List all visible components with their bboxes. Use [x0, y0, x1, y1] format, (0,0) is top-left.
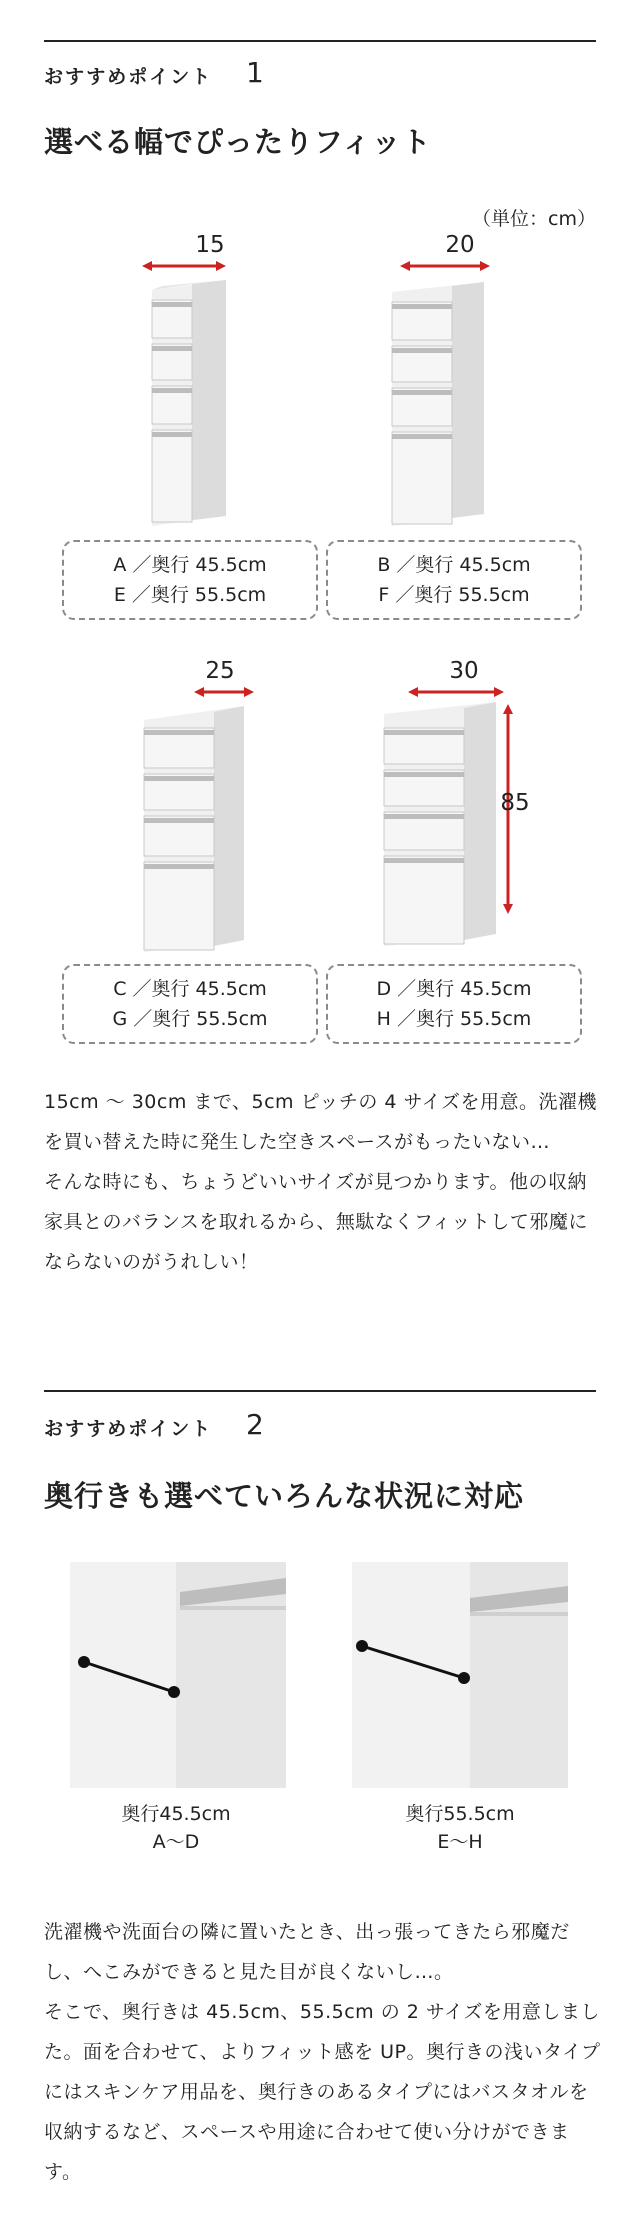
section2-top-rule	[44, 1390, 596, 1392]
unit-note: （単位：cm）	[472, 208, 596, 230]
spec-line: C ／奥行 45.5cm	[113, 978, 267, 1000]
height-label-85: 85	[500, 790, 530, 816]
paragraph: 15cm 〜 30cm まで、5cm ピッチの 4 サイズを用意。洗濯機を買い替えた時に発生した空きスペースがもったいない…	[44, 1091, 597, 1153]
spec-line: D ／奥行 45.5cm	[376, 978, 532, 1000]
depth-caption-45	[56, 1800, 296, 1856]
section1-point-label: おすすめポイント	[44, 66, 213, 88]
width-label-30: 30	[449, 658, 479, 684]
section2-description	[44, 1912, 604, 2192]
spec-line: G ／奥行 55.5cm	[112, 1008, 268, 1030]
width-label-25: 25	[205, 658, 235, 684]
model-range: A〜D	[152, 1831, 200, 1853]
paragraph: 洗濯機や洗面台の隣に置いたとき、出っ張ってきたら邪魔だし、へこみができると見た目が良くないし…。	[44, 1921, 570, 1983]
depth-caption-55	[340, 1800, 580, 1856]
section1-point-number: 1	[246, 56, 264, 89]
depth-label: 奥行55.5cm	[405, 1803, 515, 1825]
spec-box-bf	[326, 540, 582, 620]
section2-point-label: おすすめポイント	[44, 1418, 213, 1440]
spec-box-cg	[62, 964, 318, 1044]
section1-description	[44, 1082, 604, 1282]
spec-box-ae	[62, 540, 318, 620]
section2-heading: 奥行きも選べていろんな状況に対応	[44, 1479, 525, 1513]
spec-line: E ／奥行 55.5cm	[113, 584, 267, 606]
depth-45-illustration	[70, 1562, 290, 1790]
spec-line: A ／奥行 45.5cm	[113, 554, 267, 576]
spec-line: H ／奥行 55.5cm	[376, 1008, 532, 1030]
spec-line: B ／奥行 45.5cm	[377, 554, 531, 576]
section1-heading: 選べる幅でぴったりフィット	[44, 125, 432, 159]
spec-box-dh	[326, 964, 582, 1044]
cabinet-15-illustration	[140, 258, 240, 528]
paragraph: そこで、奥行きは 45.5cm、55.5cm の 2 サイズを用意しました。面を合わせて、よりフィット感を UP。奥行きの浅いタイプにはスキンケア用品を、奥行きのあるタイプにはバスタオルを収納するなど、スペースや用途に合わせて使い分けができます。	[44, 2001, 601, 2183]
width-label-20: 20	[445, 232, 475, 258]
cabinet-20-illustration	[384, 258, 504, 528]
paragraph: そんな時にも、ちょうどいいサイズが見つかります。他の収納家具とのバランスを取れるから、無駄なくフィットして邪魔にならないのがうれしい！	[44, 1171, 588, 1273]
depth-55-illustration	[352, 1562, 572, 1790]
model-range: E〜H	[437, 1831, 483, 1853]
section2-point-number: 2	[246, 1408, 264, 1441]
section1-top-rule	[44, 40, 596, 42]
cabinet-25-illustration	[136, 684, 266, 956]
depth-label: 奥行45.5cm	[121, 1803, 231, 1825]
width-label-15: 15	[195, 232, 225, 258]
cabinet-30-illustration	[380, 684, 520, 956]
spec-line: F ／奥行 55.5cm	[378, 584, 530, 606]
